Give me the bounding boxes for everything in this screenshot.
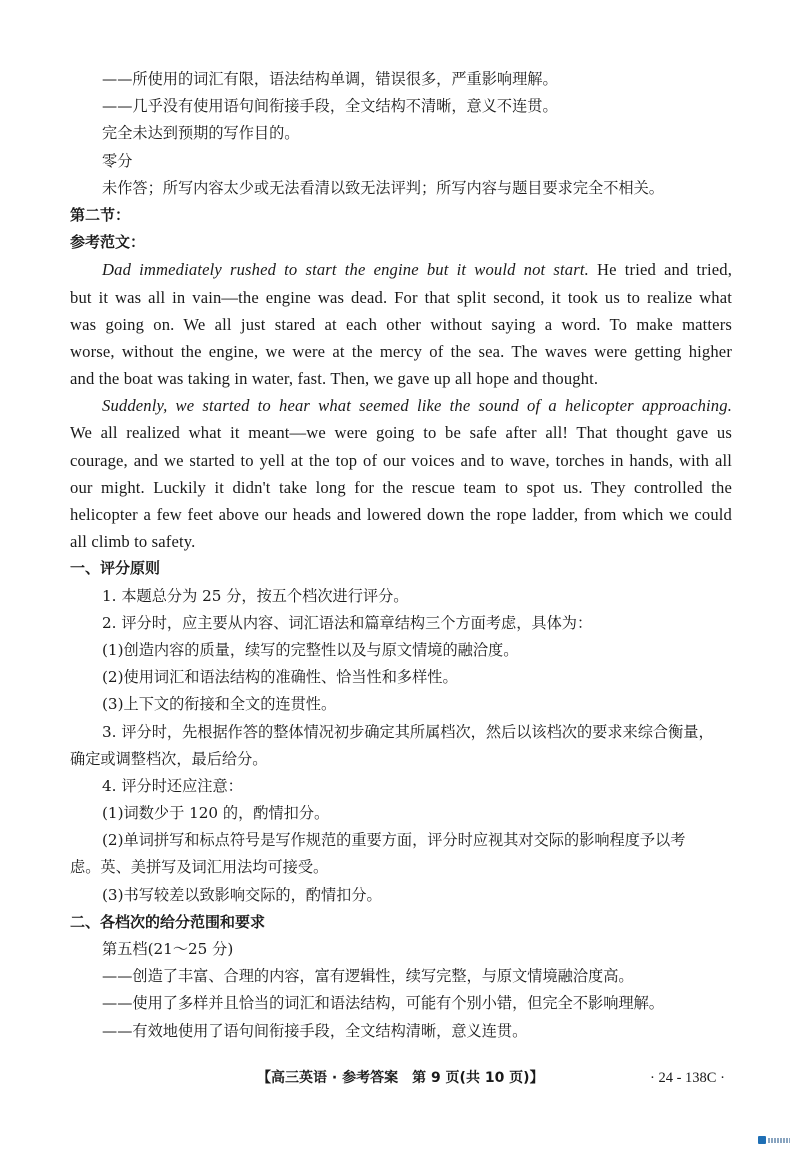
level-criteria: ——创造了丰富、合理的内容，富有逻辑性，续写完整，与原文情境融洽度高。 [102,967,634,986]
sample-para2-line: courage, and we started to yell at the top of our voices and to wave, torches in hands, with all [70,450,732,470]
sample-para1-line: worse, without the engine, we were at the mercy of the sea. The waves were getting higher [70,341,732,361]
principle-item: (1)词数少于 120 的，酌情扣分。 [102,804,330,823]
criteria-line: 完全未达到预期的写作目的。 [102,124,300,143]
zero-score-label: 零分 [102,151,133,170]
principle-item-cont: 虑。英、美拼写及词汇用法均可接受。 [70,858,329,877]
sample-text: He tried and tried, [588,260,732,280]
sample-para2-line1: Suddenly, we started to hear what seemed like the sound of a helicopter approaching. [102,396,732,416]
level-criteria: ——有效地使用了语句间衔接手段，全文结构清晰，意义连贯。 [102,1021,528,1040]
sample-para1-line: but it was all in vain—the engine was dead. For that split second, it took us to realize what [70,287,732,307]
principle-item: (1)创造内容的质量，续写的完整性以及与原文情境的融洽度。 [102,640,519,659]
answer-page [70,66,732,1045]
watermark-logo [758,1136,790,1144]
level-criteria: ——使用了多样并且恰当的词汇和语法结构，可能有个别小错，但完全不影响理解。 [102,994,664,1013]
principle-item: 2. 评分时，应主要从内容、词汇语法和篇章结构三个方面考虑，具体为： [102,613,593,632]
criteria-line: ——几乎没有使用语句间衔接手段，全文结构不清晰，意义不连贯。 [102,97,558,116]
principle-item-cont: 确定或调整档次，最后给分。 [70,749,268,768]
watermark-mark [768,1138,790,1143]
principles-heading: 一、评分原则 [70,559,161,578]
principle-item: (2)使用词汇和语法结构的准确性、恰当性和多样性。 [102,668,458,687]
zero-score-criteria: 未作答；所写内容太少或无法看清以致无法评判；所写内容与题目要求完全不相关。 [102,178,664,197]
sample-para2-line: helicopter a few feet above our heads and lowered down the rope ladder, from which we could [70,505,732,524]
sample-para2-line: all climb to safety. [70,532,196,552]
watermark-icon [758,1136,766,1144]
criteria-line: ——所使用的词汇有限，语法结构单调，错误很多，严重影响理解。 [102,70,558,88]
sample-para1-line: was going on. We all just stared at each other without saying a word. To make matters [70,314,732,334]
footer-page-info: 【高三英语 · 参考答案 第 9 页(共 10 页)】 [257,1070,544,1086]
principle-item: 4. 评分时还应注意： [102,776,243,795]
principle-item: (3)书写较差以致影响交际的，酌情扣分。 [102,885,382,904]
sample-para1-line: and the boat was taking in water, fast. Then, we gave up all hope and thought. [70,369,599,389]
principle-item: (3)上下文的衔接和全文的连贯性。 [102,695,337,714]
section2-heading: 第二节： [70,205,131,224]
principle-item: 1. 本题总分为 25 分，按五个档次进行评分。 [102,586,409,605]
sample-para2-line: We all realized what it meant—we were going to be safe after all! That thought gave us [70,423,732,443]
given-sentence: Dad immediately rushed to start the engine but it would not start. [102,260,589,280]
levels-heading: 二、各档次的给分范围和要求 [70,912,266,931]
level-title: 第五档(21～25 分) [102,940,234,958]
sample-para2-line: our might. Luckily it didn't take long for the rescue team to spot us. They controlled the [70,477,732,497]
principle-item: 3. 评分时，先根据作答的整体情况初步确定其所属档次，然后以该档次的要求来综合衡量， [102,722,714,741]
sample-heading: 参考范文： [70,233,146,252]
footer-code: · 24 - 138C · [650,1070,725,1086]
sample-para1-line1 [70,256,732,283]
principle-item: (2)单词拼写和标点符号是写作规范的重要方面，评分时应视其对交际的影响程度予以考 [102,831,686,850]
